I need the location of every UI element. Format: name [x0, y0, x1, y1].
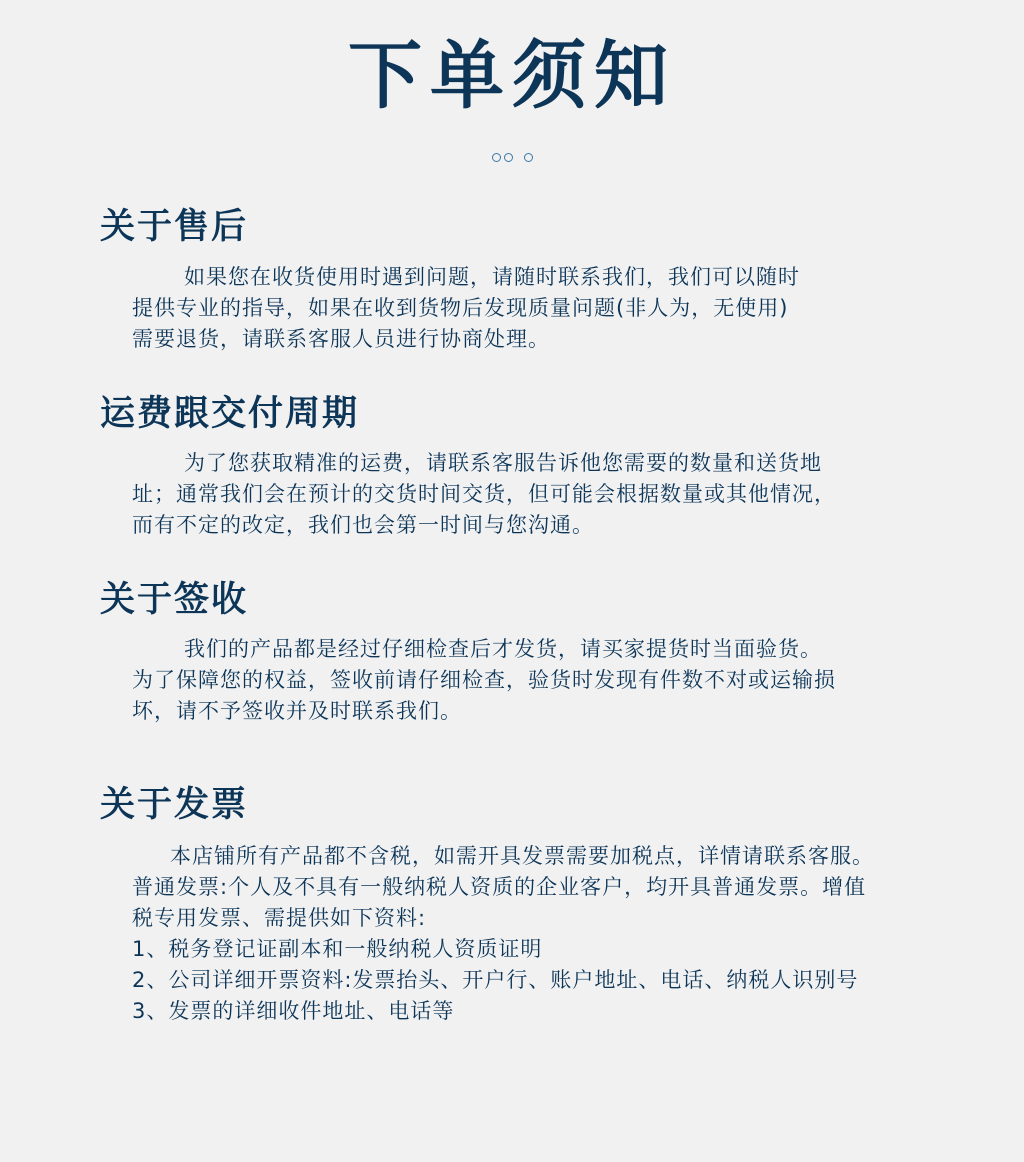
page-title: 下单须知 [348, 33, 676, 119]
section-body-invoice [132, 841, 874, 1027]
paragraph-line: 而有不定的改定，我们也会第一时间与您沟通。 [132, 513, 594, 537]
section-body-shipping [132, 448, 836, 541]
list-item: 3、发票的详细收件地址、电话等 [132, 999, 455, 1023]
circle-icon [492, 153, 501, 162]
paragraph-line: 需要退货，请联系客服人员进行协商处理。 [132, 327, 550, 351]
paragraph-line: 税专用发票、需提供如下资料: [132, 906, 427, 930]
paragraph-line: 提供专业的指导，如果在收到货物后发现质量问题(非人为，无使用) [132, 296, 789, 320]
paragraph-line: 如果您在收货使用时遇到问题，请随时联系我们，我们可以随时 [184, 265, 800, 289]
list-item: 1、税务登记证副本和一般纳税人资质证明 [132, 937, 543, 961]
paragraph-line: 为了保障您的权益，签收前请仔细检查，验货时发现有件数不对或运输损 [132, 668, 836, 692]
list-item: 2、公司详细开票资料:发票抬头、开户行、账户地址、电话、纳税人识别号 [132, 968, 859, 992]
paragraph-line: 址；通常我们会在预计的交货时间交货，但可能会根据数量或其他情况， [132, 482, 836, 506]
paragraph-line: 普通发票:个人及不具有一般纳税人资质的企业客户，均开具普通发票。增值 [132, 875, 867, 899]
section-heading-shipping: 运费跟交付周期 [100, 394, 360, 434]
circle-icon [524, 153, 533, 162]
decorative-dots [0, 150, 1024, 164]
section-heading-receipt: 关于签收 [100, 580, 249, 620]
section-heading-after-sales: 关于售后 [100, 207, 249, 247]
paragraph-line: 我们的产品都是经过仔细检查后才发货，请买家提货时当面验货。 [184, 637, 822, 661]
paragraph-line: 为了您获取精准的运费，请联系客服告诉他您需要的数量和送货地 [184, 451, 822, 475]
paragraph-line: 坏，请不予签收并及时联系我们。 [132, 699, 462, 723]
section-heading-invoice: 关于发票 [100, 785, 249, 825]
section-body-after-sales [132, 262, 800, 355]
section-body-receipt [132, 634, 836, 727]
paragraph-line: 本店铺所有产品都不含税，如需开具发票需要加税点，详情请联系客服。 [170, 844, 874, 868]
circle-icon [504, 153, 513, 162]
